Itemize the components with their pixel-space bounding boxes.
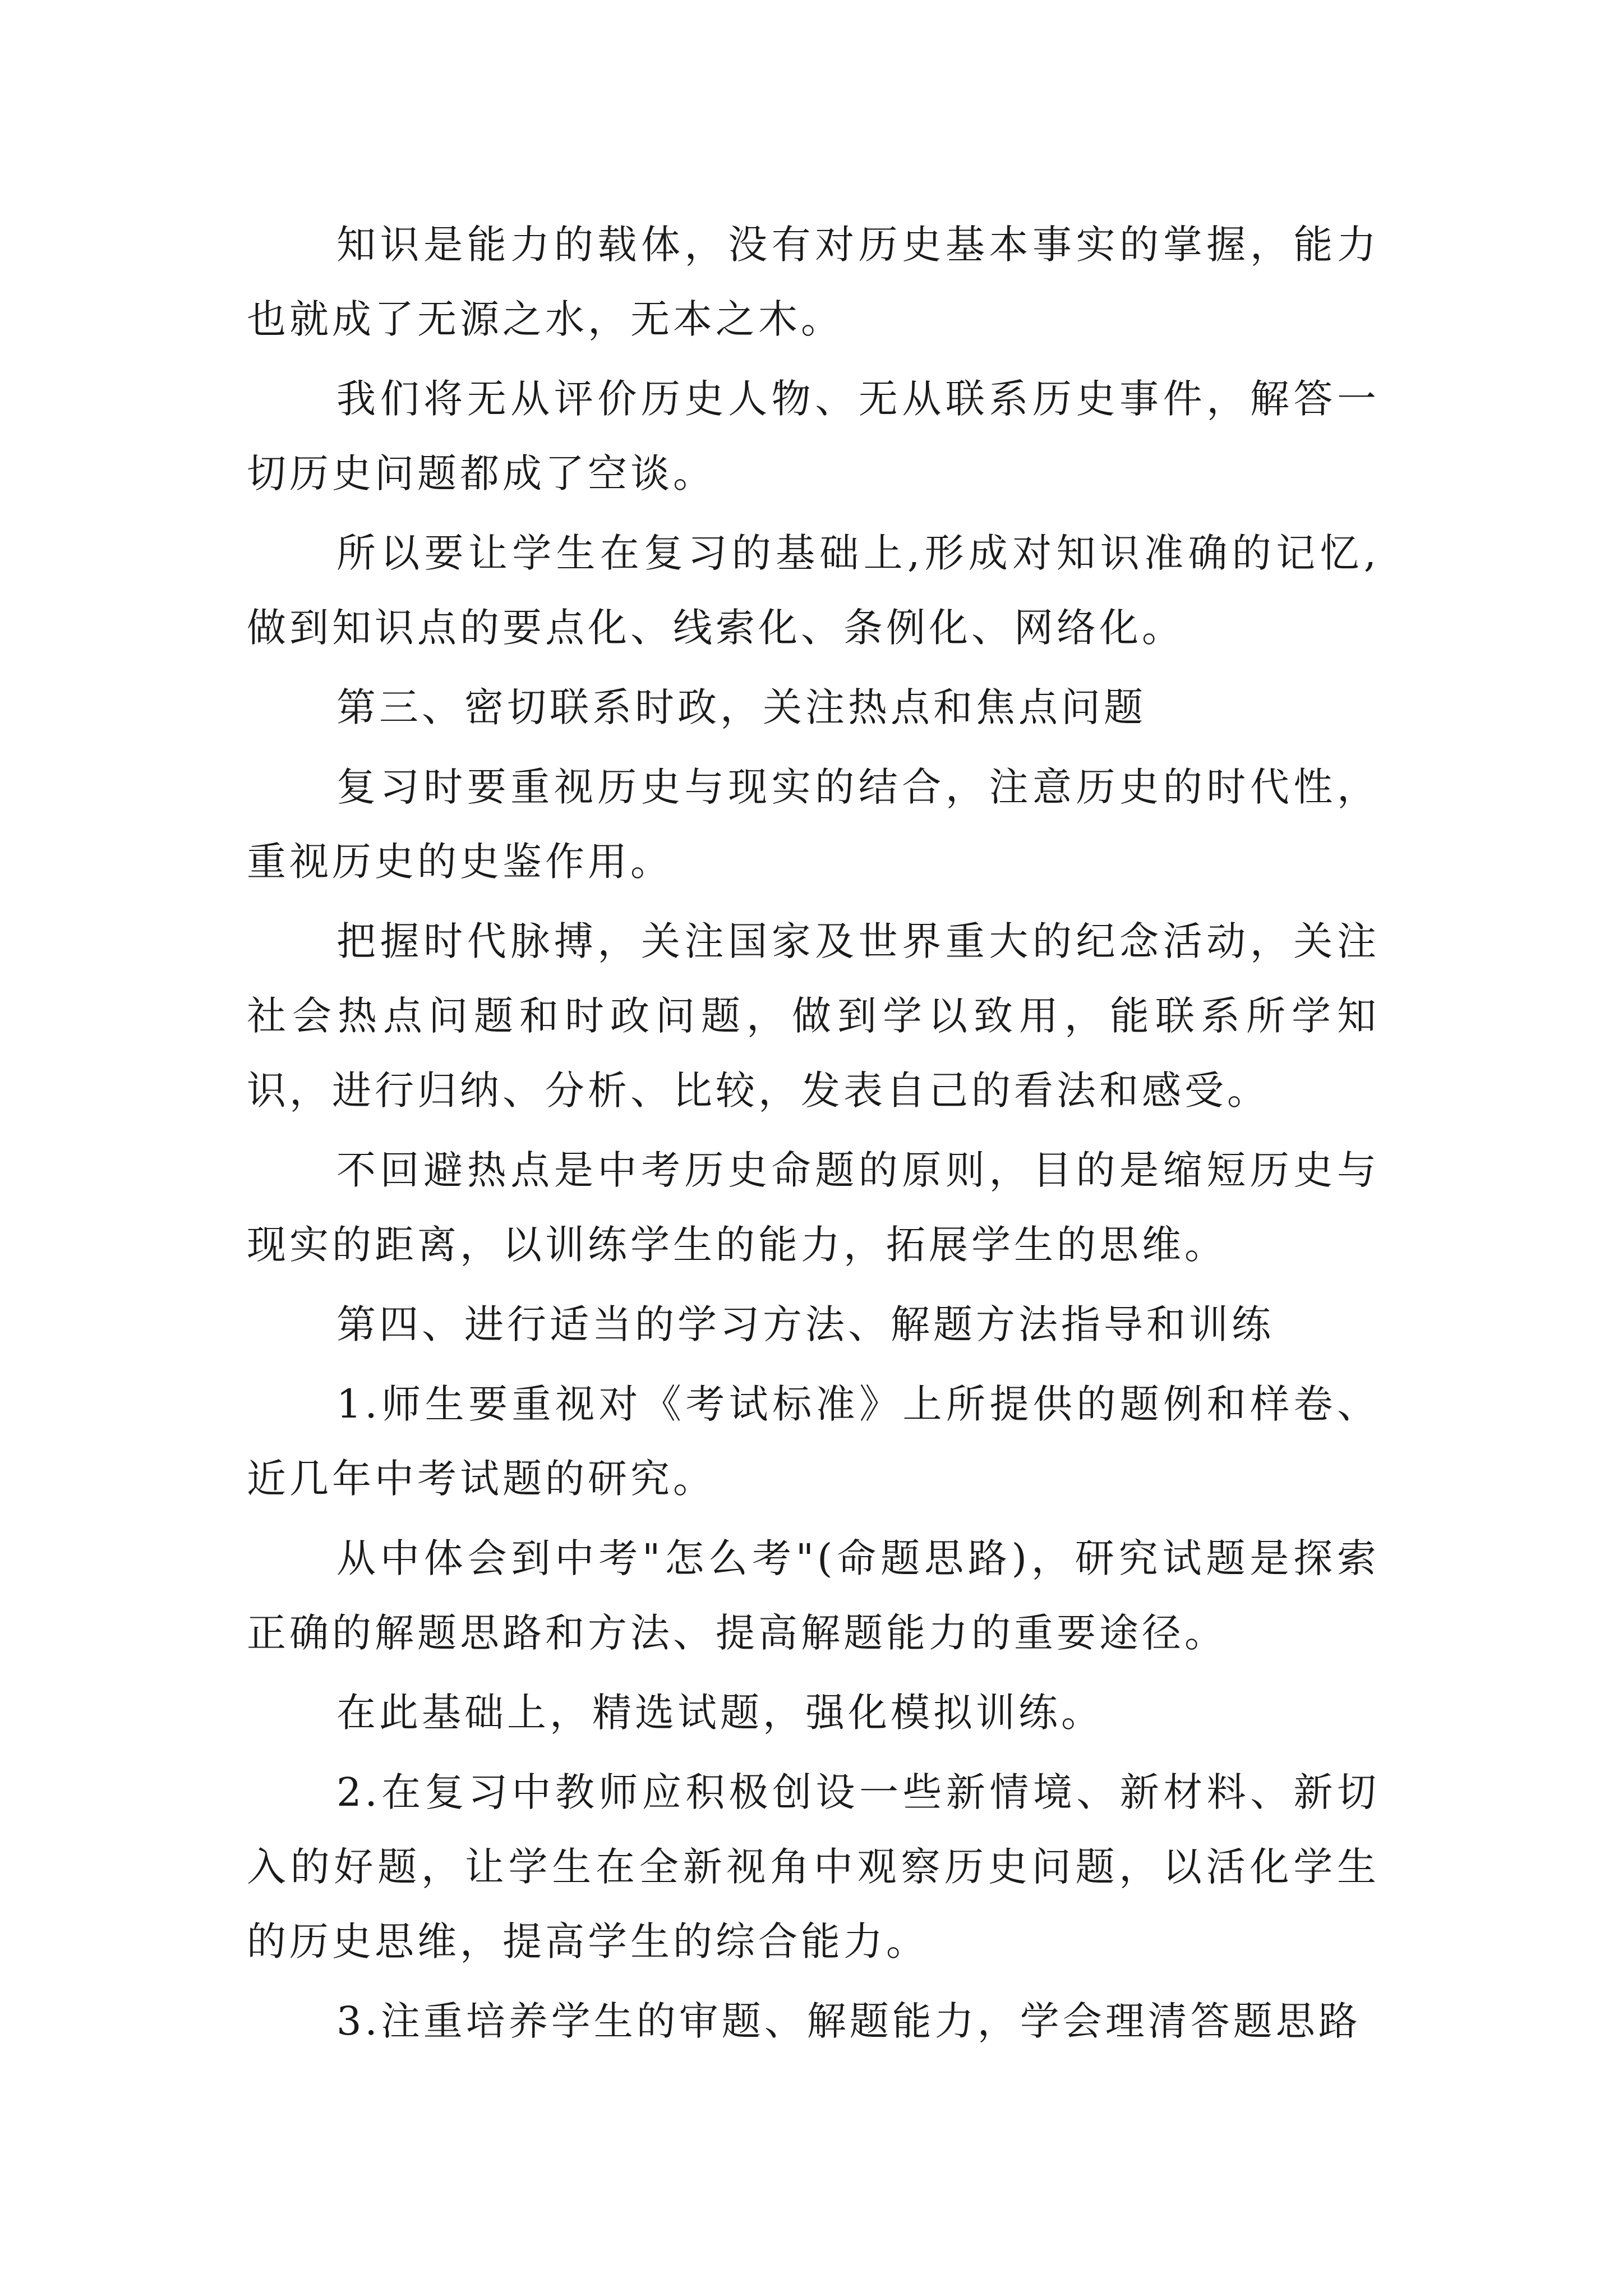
list-item: 2.在复习中教师应积极创设一些新情境、新材料、新切入的好题，让学生在全新视角中观察历史问题，以活化学生的历史思维，提高学生的综合能力。 (247, 1769, 1380, 1964)
section-heading: 第三、密切联系时政，关注热点和焦点问题 (336, 684, 1146, 730)
paragraph: 在此基础上，精选试题，强化模拟训练。 (336, 1690, 1104, 1736)
section-heading: 第四、进行适当的学习方法、解题方法指导和训练 (336, 1301, 1274, 1347)
paragraph: 不回避热点是中考历史命题的原则，目的是缩短历史与现实的距离，以训练学生的能力，拓展学生的思维。 (247, 1147, 1380, 1268)
paragraph: 从中体会到中考"怎么考"(命题思路)，研究试题是探索正确的解题思路和方法、提高解题能力的重要途径。 (247, 1535, 1380, 1656)
paragraph: 知识是能力的载体，没有对历史基本事实的掌握，能力也就成了无源之水，无本之木。 (247, 222, 1380, 342)
paragraph: 复习时要重视历史与现实的结合，注意历史的时代性，重视历史的史鉴作用。 (247, 764, 1380, 885)
paragraph: 我们将无从评价历史人物、无从联系历史事件，解答一切历史问题都成了空谈。 (247, 376, 1380, 496)
list-item: 3.注重培养学生的审题、解题能力，学会理清答题思路 (336, 1998, 1361, 2044)
document-body (247, 208, 1380, 2064)
paragraph: 把握时代脉搏，关注国家及世界重大的纪念活动，关注社会热点问题和时政问题，做到学以致用，能联系所学知识，进行归纳、分析、比较，发表自己的看法和感受。 (247, 918, 1380, 1114)
list-item: 1.师生要重视对《考试标准》上所提供的题例和样卷、近几年中考试题的研究。 (247, 1381, 1380, 1502)
paragraph: 所以要让学生在复习的基础上,形成对知识准确的记忆,做到知识点的要点化、线索化、条例化、网络化。 (247, 530, 1380, 651)
